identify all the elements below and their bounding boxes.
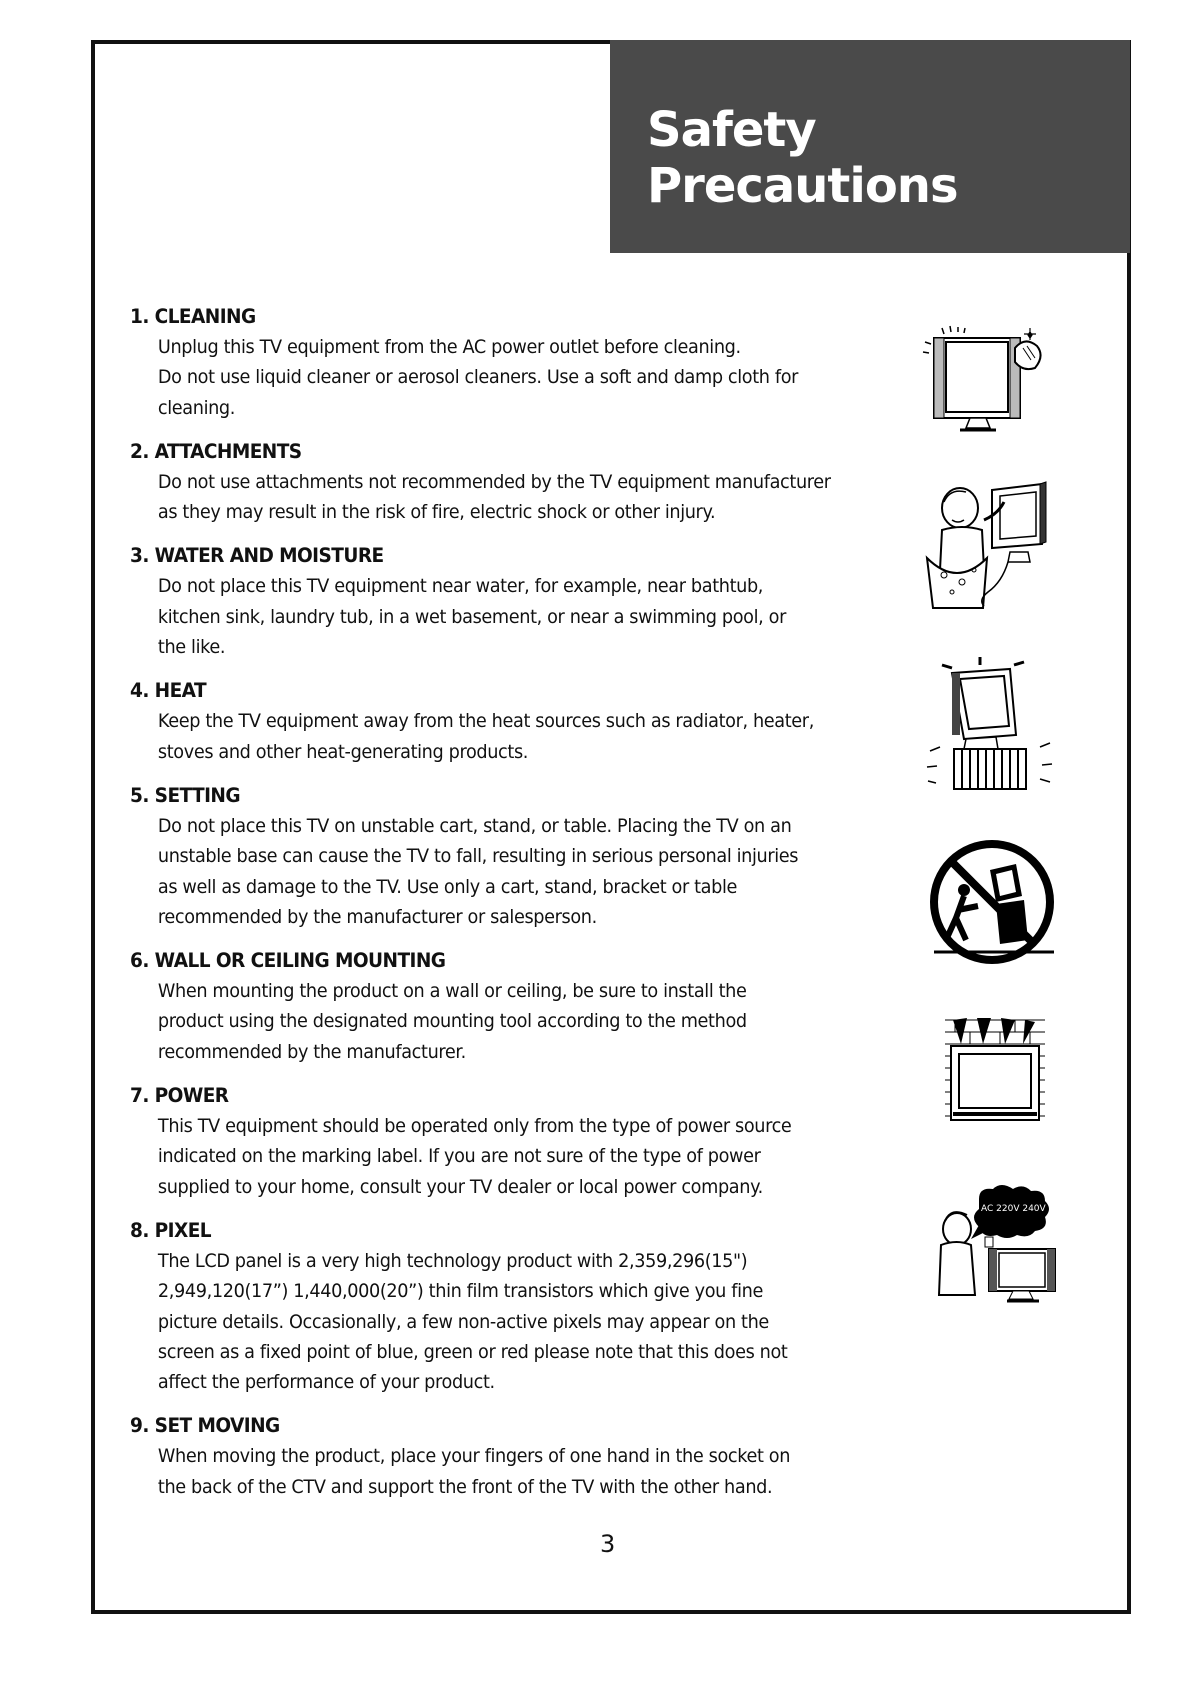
attachments-icon — [922, 480, 1057, 615]
section-heading: 5. SETTING — [130, 783, 240, 807]
section-text: as well as damage to the TV. Use only a cart, stand, bracket or table — [157, 875, 738, 898]
section-heading: 3. WATER AND MOISTURE — [130, 544, 384, 568]
section-text: Do not place this TV on unstable cart, stand, or table. Placing the TV on an — [157, 814, 792, 837]
section-text: the back of the CTV and support the front of the TV with the other hand. — [157, 1475, 773, 1498]
section-text: Do not use attachments not recommended by the TV equipment manufacturer — [157, 470, 831, 493]
section-text: This TV equipment should be operated only from the type of power source — [157, 1115, 792, 1138]
section-set-moving — [130, 1411, 860, 1502]
page-number: 3 — [600, 1530, 616, 1558]
power-source-icon — [935, 1185, 1060, 1310]
section-power — [130, 1081, 860, 1202]
section-setting — [130, 781, 860, 932]
section-text: When moving the product, place your fingers of one hand in the socket on — [157, 1445, 791, 1468]
section-text: the like. — [157, 636, 226, 659]
precautions-list — [130, 302, 860, 1516]
section-wall-mounting — [130, 946, 860, 1067]
page-title-line-1: Safety — [647, 102, 816, 158]
section-heading: 1. CLEANING — [130, 305, 256, 328]
section-text: Do not use liquid cleaner or aerosol cleaners. Use a soft and damp cloth for — [157, 366, 799, 389]
section-pixel — [130, 1216, 860, 1397]
wall-mounting-icon — [945, 1010, 1045, 1130]
page-title — [647, 102, 958, 214]
heat-icon — [922, 655, 1062, 790]
section-text: stoves and other heat-generating products. — [157, 740, 529, 763]
section-text: cleaning. — [157, 396, 236, 419]
unstable-cart-icon — [930, 840, 1060, 965]
section-text: product using the designated mounting tool according to the method — [157, 1010, 747, 1033]
section-attachments — [130, 437, 860, 528]
section-text: recommended by the manufacturer or salesperson. — [157, 905, 597, 928]
section-heading: 8. PIXEL — [130, 1218, 212, 1242]
section-heading: 9. SET MOVING — [130, 1414, 280, 1438]
section-text: as they may result in the risk of fire, electric shock or other injury. — [157, 501, 716, 524]
section-text: affect the performance of your product. — [157, 1371, 495, 1394]
section-text: Keep the TV equipment away from the heat sources such as radiator, heater, — [157, 710, 814, 733]
section-cleaning — [130, 302, 860, 423]
section-text: Unplug this TV equipment from the AC power outlet before cleaning. — [157, 336, 741, 358]
section-text: screen as a fixed point of blue, green or red please note that this does not — [157, 1340, 788, 1363]
section-text: recommended by the manufacturer. — [157, 1040, 466, 1063]
section-heading: 6. WALL OR CEILING MOUNTING — [130, 949, 446, 973]
section-text: 2,949,120(17”) 1,440,000(20”) thin film transistors which give you fine — [157, 1280, 763, 1303]
section-text: indicated on the marking label. If you are not sure of the type of power — [157, 1145, 761, 1168]
section-text: picture details. Occasionally, a few non-active pixels may appear on the — [157, 1310, 769, 1333]
tv-cleaning-icon — [920, 320, 1050, 435]
section-text: When mounting the product on a wall or ceiling, be sure to install the — [157, 980, 747, 1003]
section-heading: 7. POWER — [130, 1084, 229, 1108]
power-label: AC 220V 240V — [981, 1204, 1046, 1214]
section-heading: 2. ATTACHMENTS — [130, 439, 302, 463]
section-text: supplied to your home, consult your TV dealer or local power company. — [157, 1175, 763, 1198]
page-title-line-2: Precautions — [647, 158, 958, 214]
section-text: Do not place this TV equipment near water, for example, near bathtub, — [157, 575, 764, 598]
section-heat — [130, 676, 860, 767]
section-water-moisture — [130, 541, 860, 662]
section-heading: 4. HEAT — [130, 679, 207, 703]
section-text: kitchen sink, laundry tub, in a wet basement, or near a swimming pool, or — [157, 605, 786, 628]
section-text: The LCD panel is a very high technology product with 2,359,296(15") — [157, 1249, 748, 1272]
section-text: unstable base can cause the TV to fall, resulting in serious personal injuries — [157, 845, 799, 868]
